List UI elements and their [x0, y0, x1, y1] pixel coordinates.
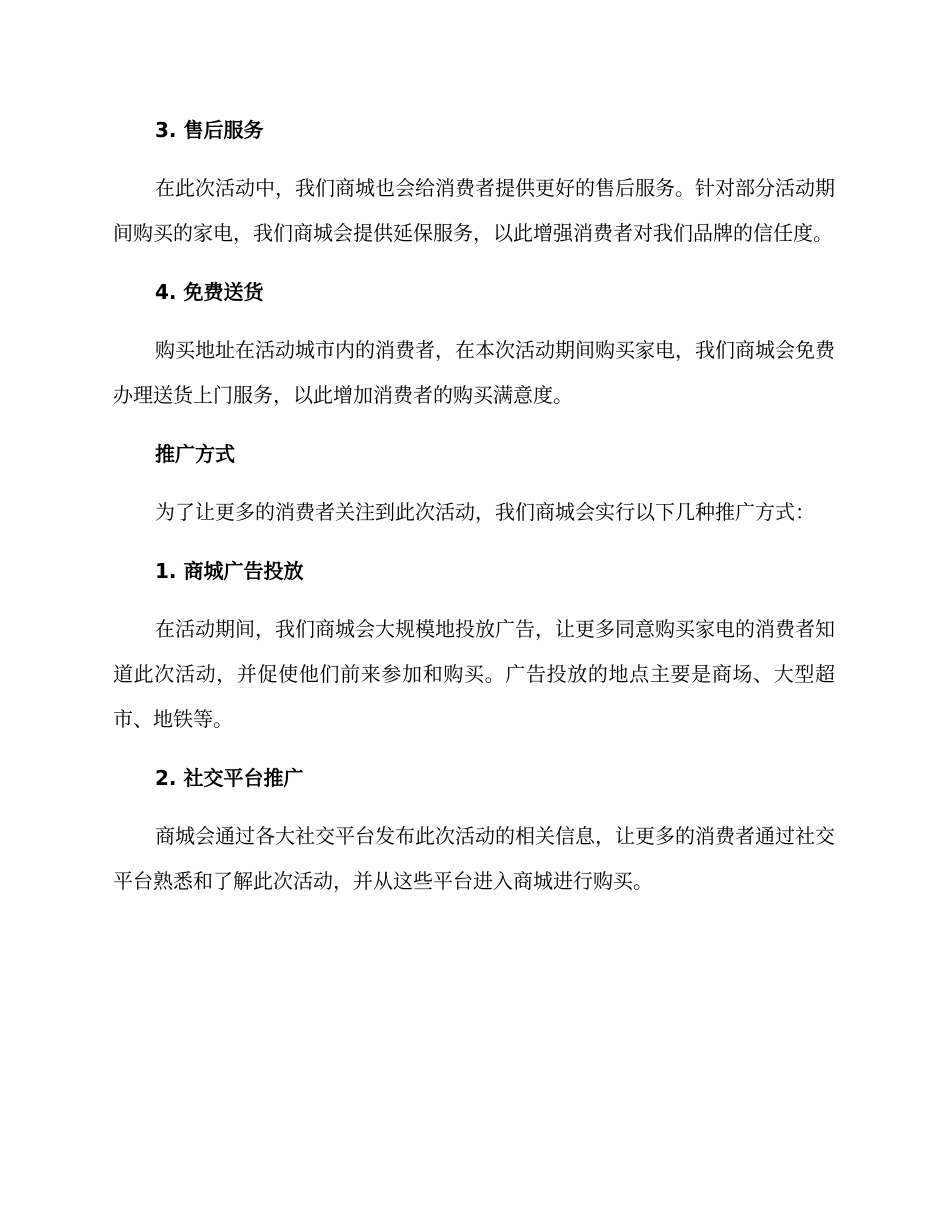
section-heading-promotion-methods: 推广方式	[155, 442, 235, 466]
paragraph-promotion-methods: 为了让更多的消费者关注到此次活动，我们商城会实行以下几种推广方式：	[155, 500, 815, 524]
paragraph-mall-advertising: 在活动期间，我们商城会大规模地投放广告，让更多同意购买家电的消费者知道此次活动，并促使他们前来参加和购买。广告投放的地点主要是商场、大型超市、地铁等。	[113, 617, 835, 731]
paragraph-social-platform-promotion: 商城会通过各大社交平台发布此次活动的相关信息，让更多的消费者通过社交平台熟悉和了解此次活动，并从这些平台进入商城进行购买。	[113, 824, 835, 893]
section-heading-mall-advertising: 1. 商城广告投放	[155, 559, 304, 583]
section-heading-social-platform-promotion: 2. 社交平台推广	[155, 766, 304, 790]
section-heading-free-delivery: 4. 免费送货	[155, 280, 264, 304]
section-heading-after-sales-service: 3. 售后服务	[155, 118, 264, 142]
paragraph-free-delivery: 购买地址在活动城市内的消费者，在本次活动期间购买家电，我们商城会免费办理送货上门服务，以此增加消费者的购买满意度。	[113, 338, 835, 407]
paragraph-after-sales-service: 在此次活动中，我们商城也会给消费者提供更好的售后服务。针对部分活动期间购买的家电，我们商城会提供延保服务，以此增强消费者对我们品牌的信任度。	[113, 176, 835, 245]
document-body	[113, 108, 835, 918]
